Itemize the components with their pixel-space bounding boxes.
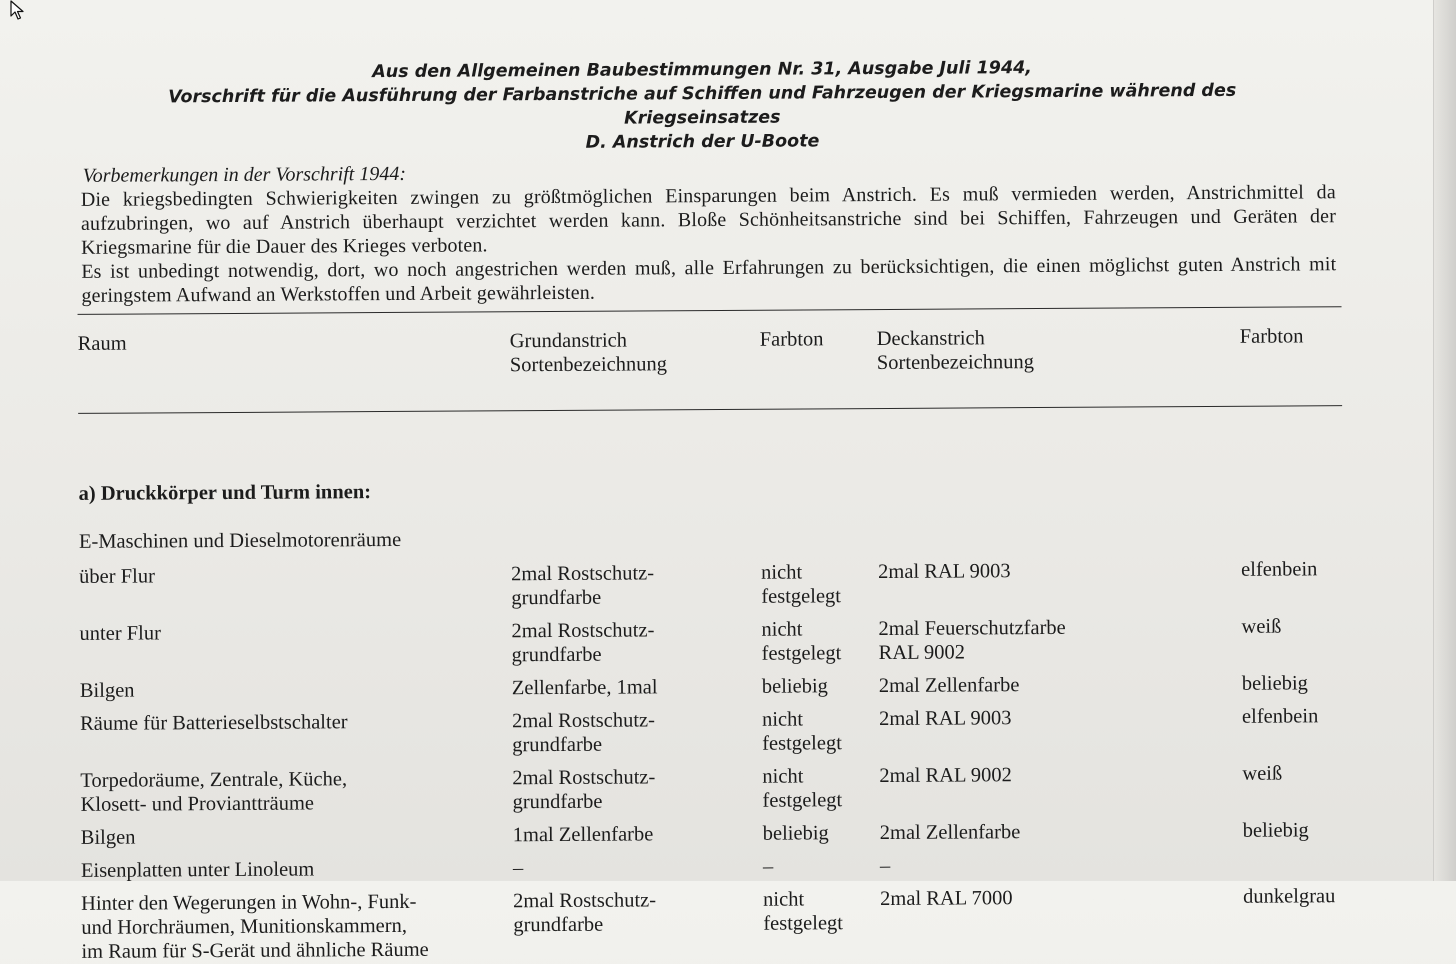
cell-grundanstrich: 2mal Rostschutz- grundfarbe (511, 709, 656, 757)
header-farbton-1: Farbton (759, 328, 824, 351)
heading-line-1: Aus den Allgemeinen Baubestimmungen Nr. 31, Ausgabe Juli 1944, (372, 58, 1032, 83)
header-bottom-rule (78, 405, 1342, 414)
cell-farbton-2: elfenbein (1241, 705, 1319, 728)
preliminary-paragraph-2: Es ist unbedingt notwendig, dort, wo noch angestrichen werden muß, alle Erfahrungen zu berücksichtigen, die einen möglichst guten Anstrich mit geringstem Aufwand an Werkstoffen und Arbeit gewährleisten. (81, 253, 1337, 307)
cell-farbton-2: dunkelgrau (1243, 885, 1336, 908)
cell-deckanstrich: 2mal RAL 9003 (878, 707, 1012, 731)
page-edge (1433, 0, 1456, 881)
preliminary-paragraph-1: Die kriegsbedingten Schwierigkeiten zwingen zu größtmöglichen Einsparungen beim Anstrich. Es muß vermieden werden, Anstrichmittel da aufzubringen, wo auf Anstrich überhaupt verzichtet werden kann. Bloße Schönheitsanstriche sind bei Schiffen, Fahrzeugen und Geräten der Kriegsmarine für die Dauer des Krieges verboten. (80, 181, 1337, 259)
cell-farbton-2: elfenbein (1241, 558, 1318, 581)
cell-raum: Hinter den Wegerungen in Wohn-, Funk- und Horchräumen, Munitionskammern, im Raum für S-Gerät und ähnliche Räume (81, 890, 429, 963)
cell-deckanstrich: 2mal Zellenfarbe (879, 821, 1021, 845)
heading-line-4: D. Anstrich der U-Boote (585, 131, 820, 153)
cell-farbton-1: nicht festgelegt (761, 708, 842, 755)
preliminary-title: Vorbemerkungen in der Vorschrift 1944: (82, 162, 407, 187)
heading-line-3: Kriegseinsatzes (624, 107, 781, 129)
cell-raum: Räume für Batterieselbstschalter (79, 711, 348, 735)
cell-deckanstrich: – (879, 854, 891, 878)
section-title: a) Druckkörper und Turm innen: (78, 481, 372, 505)
cell-farbton-1: nicht festgelegt (763, 888, 844, 935)
cell-farbton-1: beliebig (761, 675, 828, 698)
cell-farbton-1: beliebig (762, 822, 829, 845)
cell-grundanstrich: 2mal Rostschutz- grundfarbe (511, 562, 655, 610)
header-grundanstrich: Grundanstrich Sortenbezeichnung (509, 329, 668, 377)
table-row (81, 875, 1345, 964)
heading-line-2: Vorschrift für die Ausführung der Farbanstriche auf Schiffen und Fahrzeugen der Kriegsmarine während des (168, 80, 1237, 108)
cell-grundanstrich: – (512, 857, 524, 880)
cell-deckanstrich: 2mal Feuerschutzfarbe RAL 9002 (878, 616, 1066, 665)
cell-grundanstrich: 2mal Rostschutz- grundfarbe (511, 619, 655, 667)
cell-deckanstrich: 2mal RAL 7000 (880, 887, 1013, 911)
paint-table (78, 307, 1346, 964)
cell-farbton-1: – (762, 855, 774, 878)
cell-raum: unter Flur (79, 622, 161, 645)
document-heading (62, 54, 1343, 158)
table-body (79, 546, 1345, 964)
cell-farbton-2: weiß (1241, 615, 1282, 638)
cell-farbton-2: beliebig (1241, 672, 1308, 695)
cell-raum: über Flur (79, 565, 155, 588)
cell-farbton-1: nicht festgelegt (762, 765, 843, 812)
cell-grundanstrich: 2mal Rostschutz- grundfarbe (513, 889, 657, 937)
section-subtitle: E-Maschinen und Dieselmotorenräume (78, 528, 402, 553)
cell-raum: Bilgen (80, 826, 136, 849)
table-row (79, 605, 1343, 670)
header-deckanstrich: Deckanstrich Sortenbezeichnung (876, 327, 1035, 375)
cell-farbton-1: nicht festgelegt (761, 561, 842, 608)
cell-grundanstrich: Zellenfarbe, 1mal (511, 676, 658, 700)
cell-farbton-2 (1243, 842, 1345, 876)
cell-farbton-2: weiß (1242, 762, 1283, 785)
cell-raum: Torpedoräume, Zentrale, Küche, Klosett- und Proviantträume (80, 768, 348, 816)
cell-farbton-1: nicht festgelegt (761, 618, 842, 665)
cell-raum: Eisenplatten unter Linoleum (80, 858, 315, 882)
cell-deckanstrich: 2mal RAL 9003 (878, 560, 1011, 584)
section-row (78, 430, 1343, 554)
header-raum: Raum (77, 332, 127, 355)
table-row (79, 546, 1343, 613)
cell-grundanstrich: 1mal Zellenfarbe (512, 823, 654, 847)
mouse-pointer-icon (10, 0, 26, 20)
table-row (80, 695, 1344, 760)
header-farbton-2: Farbton (1239, 325, 1304, 348)
cell-deckanstrich: 2mal RAL 9002 (879, 764, 1012, 788)
table-row (80, 752, 1344, 817)
cell-grundanstrich: 2mal Rostschutz- grundfarbe (512, 766, 656, 814)
document-page (62, 54, 1357, 964)
table-header-row (78, 307, 1342, 389)
cell-raum: Bilgen (79, 679, 135, 702)
cell-deckanstrich: 2mal Zellenfarbe (878, 674, 1020, 698)
cell-farbton-2: beliebig (1242, 819, 1309, 842)
